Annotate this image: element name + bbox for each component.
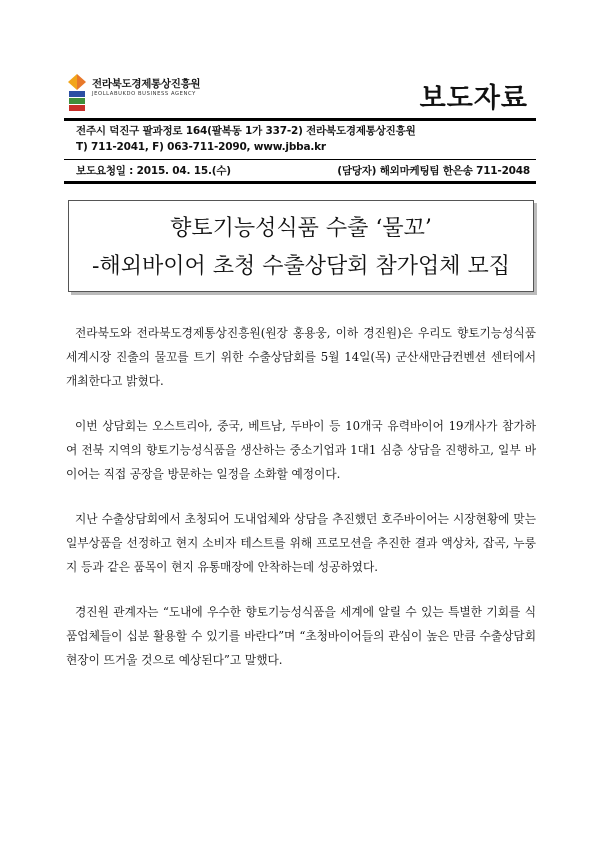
header-divider xyxy=(64,118,536,121)
paragraph: 경진원 관계자는 “도내에 우수한 향토기능성식품을 세계에 알릴 수 있는 특별한 기회를 식품업체들이 십분 활용할 수 있기를 바란다”며 “초청바이어들의 관심이 높은 만큼 수출상담회 현장이 뜨거울 것으로 예상된다”고 말했다. xyxy=(66,605,536,667)
subheadline: -해외바이어 초청 수출상담회 참가업체 모집 xyxy=(92,254,510,279)
contact-bottom-divider xyxy=(64,181,536,184)
contact-divider xyxy=(64,159,536,160)
org-name-en: JEOLLABUKDO BUSINESS AGENCY xyxy=(92,91,196,97)
org-logo xyxy=(66,70,256,114)
article-body xyxy=(66,321,536,693)
org-logo-icon xyxy=(66,72,88,112)
contact-person: (담당자) 해외마케팅팀 한은송 711-2048 xyxy=(337,165,530,177)
release-request-date: 보도요청일 : 2015. 04. 15.(수) xyxy=(76,165,231,177)
address-line: 전주시 덕진구 팔과정로 164(팔복동 1가 337-2) 전라북도경제통상진흥원 xyxy=(76,125,416,137)
phone-fax-web-line: T) 711-2041, F) 063-711-2090, www.jbba.kr xyxy=(76,141,326,153)
org-name-ko: 전라북도경제통상진흥원 xyxy=(92,78,201,90)
headline-box xyxy=(68,200,534,292)
document-type-heading: 보도자료 xyxy=(419,83,528,114)
headline: 향토기능성식품 수출 ‘물꼬’ xyxy=(170,216,432,241)
paragraph: 지난 수출상담회에서 초청되어 도내업체와 상담을 추진했던 호주바이어는 시장현황에 맞는 일부상품을 선정하고 현지 소비자 테스트를 위해 프로모션을 추진한 결과 액상차, 잡곡, 누룽지 등과 같은 품목이 현지 유통매장에 안착하는데 성공하였다. xyxy=(66,512,536,574)
paragraph: 전라북도와 전라북도경제통상진흥원(원장 홍용웅, 이하 경진원)은 우리도 향토기능성식품 세계시장 진출의 물꼬를 트기 위한 수출상담회를 5월 14일(목) 군산새만금컨벤션 센터에서 개최한다고 밝혔다. xyxy=(66,326,536,388)
paragraph: 이번 상담회는 오스트리아, 중국, 베트남, 두바이 등 10개국 유력바이어 19개사가 참가하여 전북 지역의 향토기능성식품을 생산하는 중소기업과 1대1 심층 상담을 진행하고, 일부 바이어는 직접 공장을 방문하는 일정을 소화할 예정이다. xyxy=(66,419,536,481)
